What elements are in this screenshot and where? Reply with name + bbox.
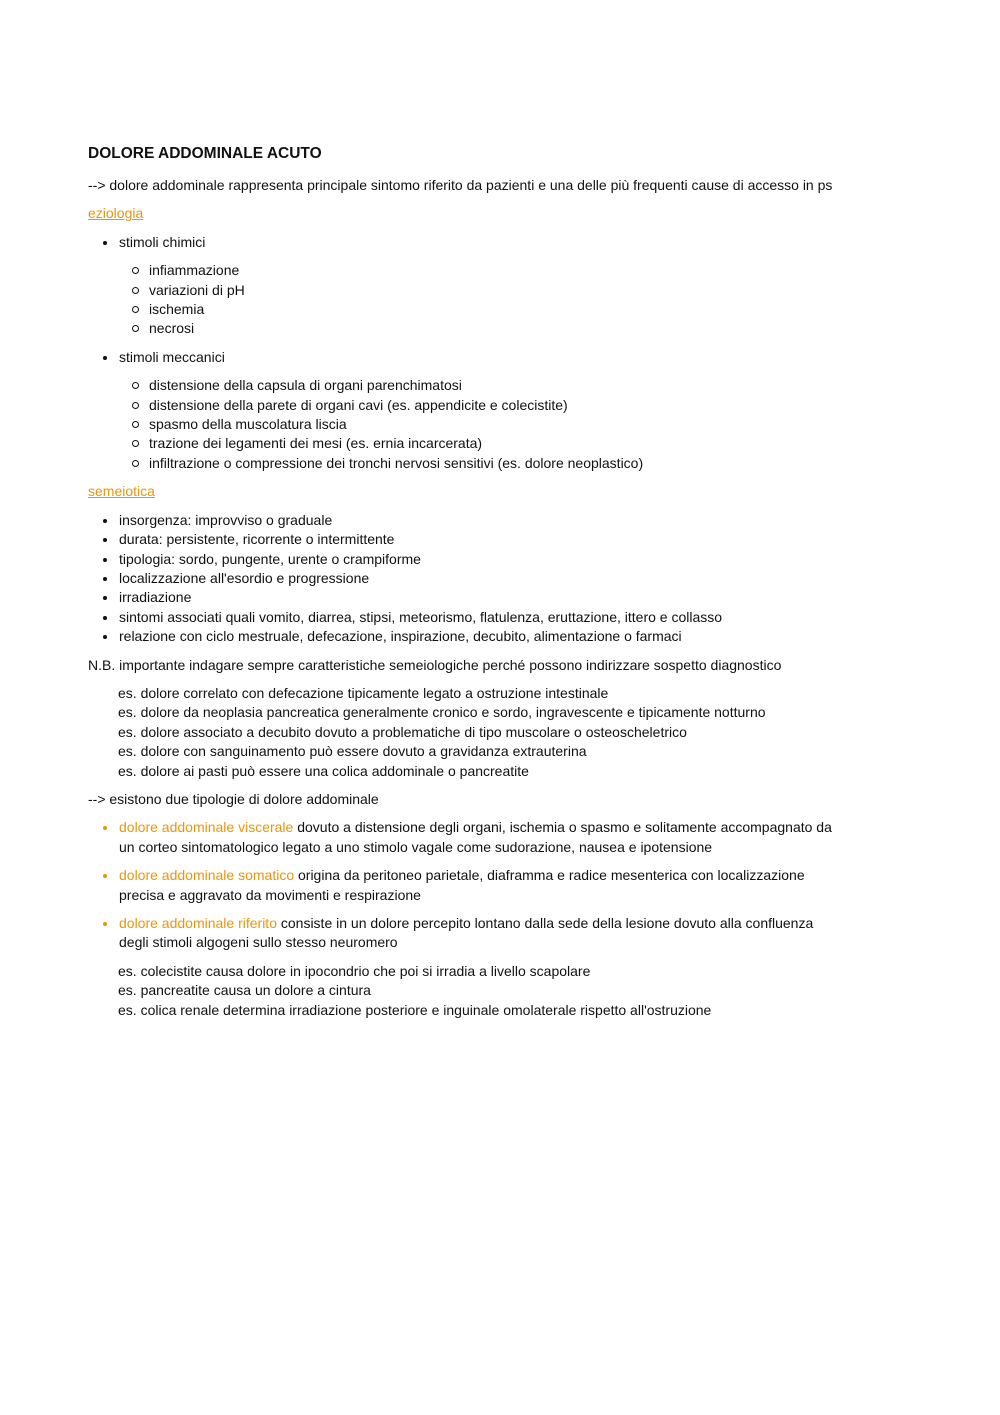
nb-note: N.B. importante indagare sempre caratteristiche semeiologiche perché possono indirizzare sospetto diagnostico bbox=[88, 656, 782, 673]
page-title: DOLORE ADDOMINALE ACUTO bbox=[88, 145, 322, 162]
list-item bbox=[88, 866, 878, 905]
sub-list bbox=[119, 261, 878, 339]
tipologie-list bbox=[88, 818, 878, 952]
list-item bbox=[88, 818, 878, 857]
list-item: necrosi bbox=[119, 319, 878, 338]
eziologia-heading: eziologia bbox=[88, 205, 144, 222]
term-description: origina da peritoneo parietale, diaframma e radice mesenterica con localizzazione bbox=[294, 867, 805, 884]
example-line: es. colecistite causa dolore in ipocondrio che poi si irradia a livello scapolare bbox=[118, 962, 591, 979]
list-item: irradiazione bbox=[88, 588, 878, 607]
tipologie-examples bbox=[88, 962, 878, 1020]
term-highlight: dolore addominale viscerale bbox=[119, 819, 294, 836]
term-description-cont: un corteo sintomatologico legato a uno stimolo vagale come sudorazione, nausea e ipotensione bbox=[119, 838, 713, 855]
sub-list bbox=[119, 376, 878, 473]
list-item: trazione dei legamenti dei mesi (es. ernia incarcerata) bbox=[119, 434, 878, 453]
list-item: ischemia bbox=[119, 300, 878, 319]
tipologie-intro: --> esistono due tipologie di dolore addominale bbox=[88, 790, 379, 807]
term-highlight: dolore addominale riferito bbox=[119, 915, 277, 931]
list-item: distensione della capsula di organi parenchimatosi bbox=[119, 376, 878, 395]
list-item: sintomi associati quali vomito, diarrea, stipsi, meteorismo, flatulenza, eruttazione, ittero e collasso bbox=[88, 608, 878, 627]
example-line: es. pancreatite causa un dolore a cintura bbox=[118, 982, 371, 999]
semeiotica-heading: semeiotica bbox=[88, 483, 155, 500]
list-item: durata: persistente, ricorrente o intermittente bbox=[88, 530, 878, 549]
list-item: spasmo della muscolatura liscia bbox=[119, 415, 878, 434]
group-label: stimoli meccanici bbox=[119, 348, 225, 365]
list-item: variazioni di pH bbox=[119, 281, 878, 300]
semeiotica-examples bbox=[88, 684, 878, 781]
list-item: infiammazione bbox=[119, 261, 878, 280]
term-description-cont: precisa e aggravato da movimenti e respirazione bbox=[119, 886, 421, 903]
example-line: es. dolore ai pasti può essere una colica addominale o pancreatite bbox=[118, 762, 529, 779]
list-item: localizzazione all'esordio e progressione bbox=[88, 569, 878, 588]
term-highlight: dolore addominale somatico bbox=[119, 867, 295, 884]
example-line: es. colica renale determina irradiazione posteriore e inguinale omolaterale rispetto all'ostruzione bbox=[118, 1001, 712, 1018]
example-line: es. dolore con sanguinamento può essere dovuto a gravidanza extrauterina bbox=[118, 743, 587, 760]
list-item bbox=[88, 348, 878, 473]
term-description: consiste in un dolore percepito lontano dalla sede della lesione dovuto alla confluenza bbox=[276, 915, 814, 931]
group-label: stimoli chimici bbox=[119, 233, 206, 250]
list-item: infiltrazione o compressione dei tronchi nervosi sensitivi (es. dolore neoplastico) bbox=[119, 454, 878, 473]
example-line: es. dolore da neoplasia pancreatica generalmente cronico e sordo, ingravescente e tipicamente notturno bbox=[118, 704, 766, 721]
list-item bbox=[88, 914, 878, 953]
list-item: insorgenza: improvviso o graduale bbox=[88, 511, 878, 530]
document-content bbox=[88, 143, 878, 1029]
example-line: es. dolore associato a decubito dovuto a problematiche di tipo muscolare o osteoscheletrico bbox=[118, 723, 687, 740]
term-description: dovuto a distensione degli organi, ischemia o spasmo e solitamente accompagnato da bbox=[293, 819, 832, 836]
example-line: es. dolore correlato con defecazione tipicamente legato a ostruzione intestinale bbox=[118, 684, 609, 701]
intro-text: --> dolore addominale rappresenta principale sintomo riferito da pazienti e una delle più frequenti cause di accesso in ps bbox=[88, 177, 833, 193]
list-item: distensione della parete di organi cavi (es. appendicite e colecistite) bbox=[119, 396, 878, 415]
semeiotica-list bbox=[88, 511, 878, 647]
term-description-cont: degli stimoli algogeni sullo stesso neuromero bbox=[119, 934, 398, 951]
eziologia-list bbox=[88, 233, 878, 473]
list-item: tipologia: sordo, pungente, urente o crampiforme bbox=[88, 550, 878, 569]
list-item bbox=[88, 233, 878, 339]
list-item: relazione con ciclo mestruale, defecazione, inspirazione, decubito, alimentazione o farmaci bbox=[88, 627, 878, 646]
